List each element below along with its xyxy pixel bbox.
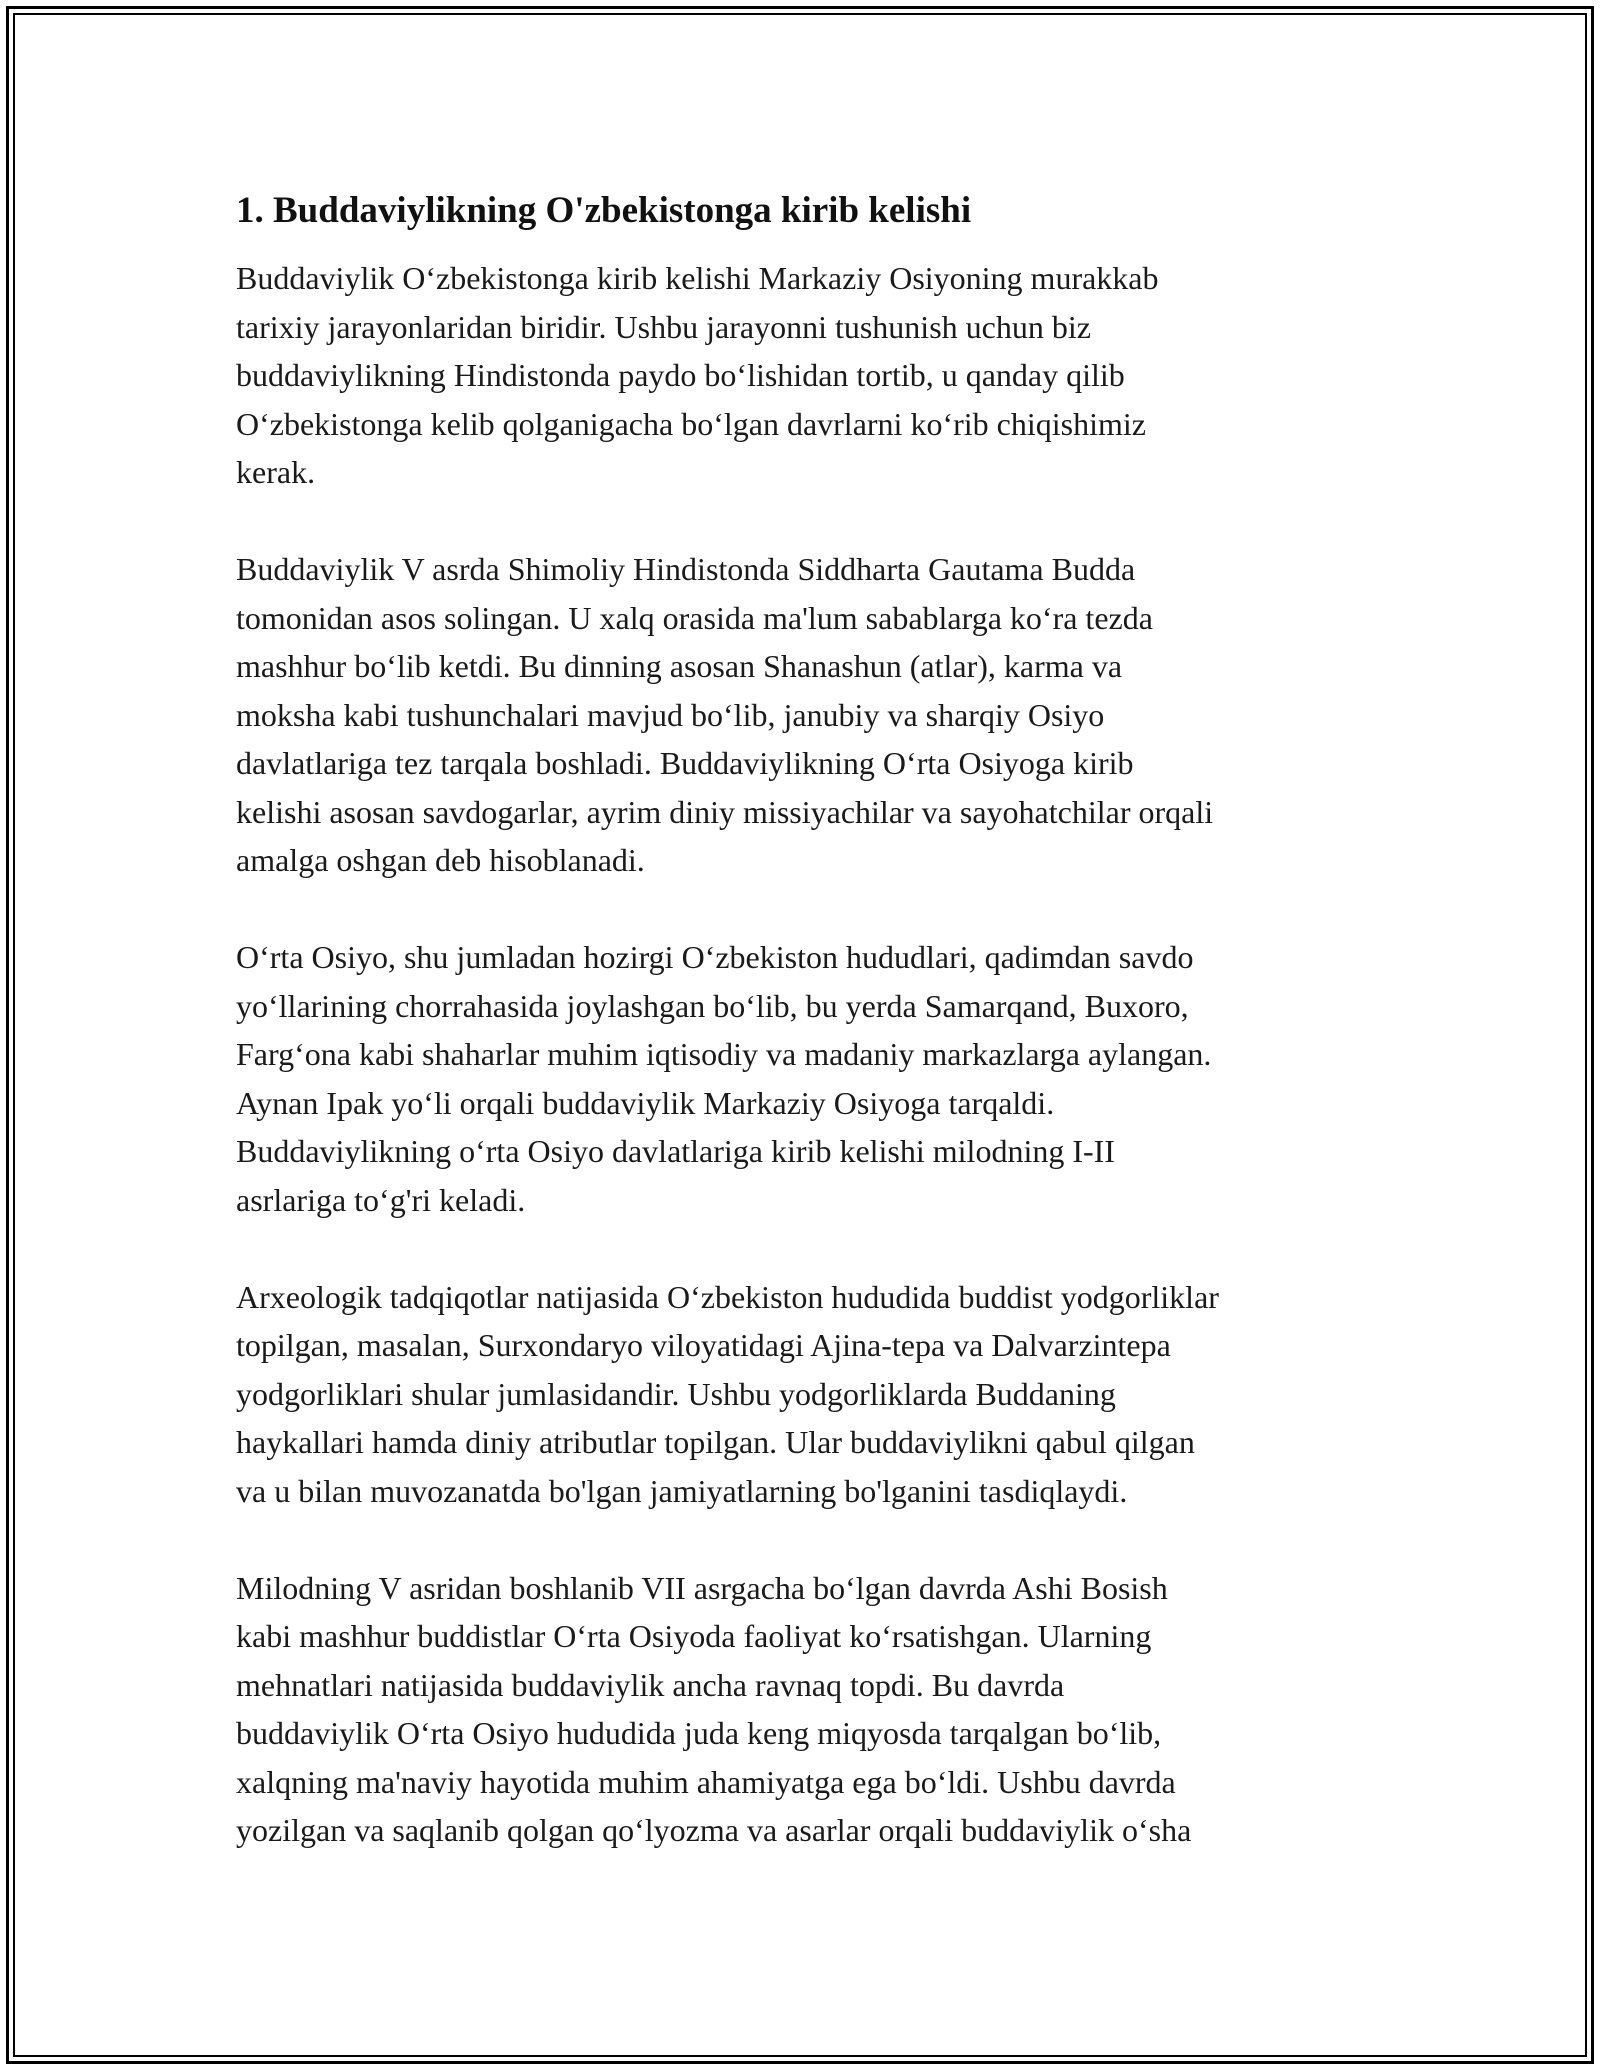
text-line: mashhur bo‘lib ketdi. Bu dinning asosan Shanashun (atlar), karma va — [236, 648, 1123, 684]
text-line: yo‘llarining chorrahasida joylashgan bo‘lib, bu yerda Samarqand, Buxoro, — [236, 987, 1189, 1024]
text-line: topilgan, masalan, Surxondaryo viloyatidagi Ajina-tepa va Dalvarzintepa — [236, 1327, 1171, 1363]
text-line: kelishi asosan savdogarlar, ayrim diniy missiyachilar va sayohatchilar orqali — [236, 793, 1214, 830]
text-line: kabi mashhur buddistlar O‘rta Osiyoda faoliyat ko‘rsatishgan. Ularning — [236, 1618, 1152, 1654]
text-line: mehnatlari natijasida buddaviylik ancha ravnaq topdi. Bu davrda — [236, 1666, 1065, 1703]
text-line: Buddaviylik V asrda Shimoliy Hindistonda Siddharta Gautama Budda — [236, 551, 1136, 587]
text-line: Buddaviylikning o‘rta Osiyo davlatlariga kirib kelishi milodning I-II — [236, 1133, 1115, 1169]
paragraph-4 — [236, 1273, 1376, 1516]
document-content — [236, 186, 1376, 1903]
text-line: davlatlariga tez tarqala boshladi. Buddaviylikning O‘rta Osiyoga kirib — [236, 745, 1134, 781]
text-line: O‘zbekistonga kelib qolganigacha bo‘lgan davrlarni ko‘rib chiqishimiz — [236, 405, 1146, 442]
text-line: kerak. — [236, 454, 316, 490]
text-line: tarixiy jarayonlaridan biridir. Ushbu jarayonni tushunish uchun biz — [236, 308, 1091, 345]
text-line: xalqning ma'naviy hayotida muhim ahamiyatga ega bo‘ldi. Ushbu davrda — [236, 1763, 1176, 1800]
text-line: va u bilan muvozanatda bo'lgan jamiyatlarning bo'lganini tasdiqlaydi. — [236, 1472, 1128, 1509]
text-line: Farg‘ona kabi shaharlar muhim iqtisodiy va madaniy markazlarga aylangan. — [236, 1036, 1212, 1072]
text-line: buddaviylik O‘rta Osiyo hududida juda keng miqyosda tarqalgan bo‘lib, — [236, 1715, 1162, 1751]
text-line: asrlariga to‘g'ri keladi. — [236, 1181, 526, 1218]
paragraph-1 — [236, 254, 1376, 497]
section-heading: 1. Buddaviylikning O'zbekistonga kirib kelishi — [236, 190, 972, 231]
text-line: yozilgan va saqlanib qolgan qo‘lyozma va asarlar orqali buddaviylik o‘sha — [236, 1812, 1192, 1848]
text-line: Arxeologik tadqiqotlar natijasida O‘zbekiston hududida buddist yodgorliklar — [236, 1278, 1219, 1315]
text-line: tomonidan asos solingan. U xalq orasida ma'lum sabablarga ko‘ra tezda — [236, 599, 1153, 636]
text-line: Buddaviylik O‘zbekistonga kirib kelishi Markaziy Osiyoning murakkab — [236, 260, 1159, 296]
paragraph-3 — [236, 933, 1376, 1224]
paragraph-5 — [236, 1564, 1376, 1855]
text-line: haykallari hamda diniy atributlar topilgan. Ular buddaviylikni qabul qilgan — [236, 1424, 1195, 1460]
text-line: amalga oshgan deb hisoblanadi. — [236, 842, 645, 878]
text-line: moksha kabi tushunchalari mavjud bo‘lib, janubiy va sharqiy Osiyo — [236, 696, 1105, 733]
text-line: buddaviylikning Hindistonda paydo bo‘lishidan tortib, u qanday qilib — [236, 357, 1125, 393]
text-line: Milodning V asridan boshlanib VII asrgacha bo‘lgan davrda Ashi Bosish — [236, 1569, 1168, 1606]
text-line: yodgorliklari shular jumlasidandir. Ushbu yodgorliklarda Buddaning — [236, 1375, 1116, 1412]
text-line: O‘rta Osiyo, shu jumladan hozirgi O‘zbekiston hududlari, qadimdan savdo — [236, 939, 1194, 975]
text-line: Aynan Ipak yo‘li orqali buddaviylik Markaziy Osiyoga tarqaldi. — [236, 1084, 1055, 1121]
paragraph-2 — [236, 545, 1376, 885]
